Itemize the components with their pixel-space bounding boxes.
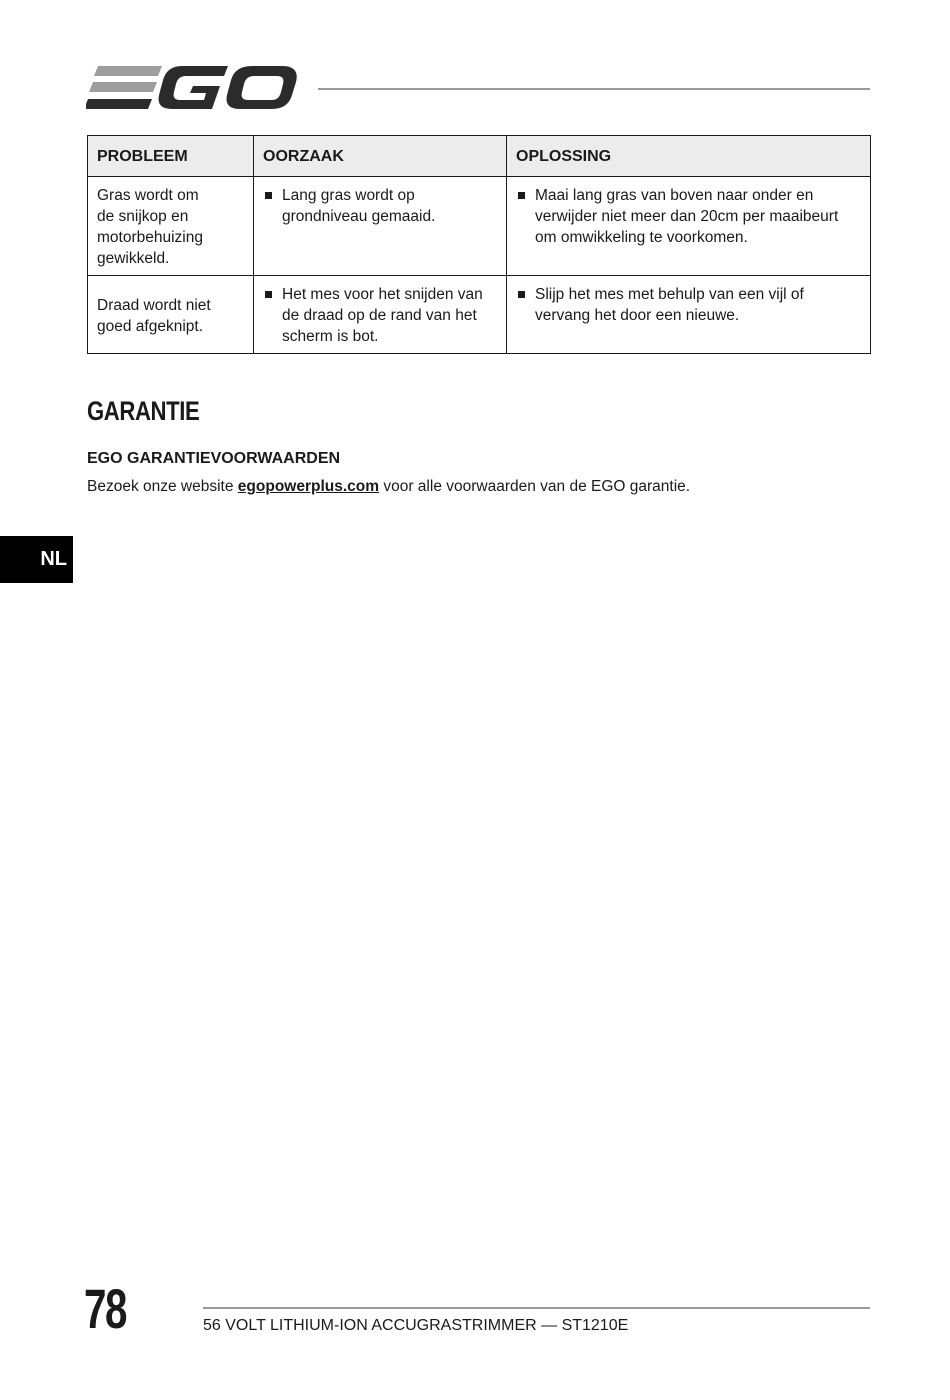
ego-logo bbox=[86, 62, 298, 114]
section-title-warranty: GARANTIE bbox=[87, 396, 200, 426]
column-header-problem: PROBLEEM bbox=[88, 136, 254, 177]
warranty-text-before: Bezoek onze website bbox=[87, 478, 238, 495]
page-number: 78 bbox=[84, 1277, 126, 1340]
warranty-text bbox=[87, 478, 690, 496]
bullet-square-icon bbox=[518, 291, 525, 298]
problem-text: Draad wordt niet goed afgeknipt. bbox=[97, 296, 211, 335]
bullet-square-icon bbox=[265, 291, 272, 298]
footer-product-title: 56 VOLT LITHIUM-ION ACCUGRASTRIMMER — ST1210E bbox=[203, 1317, 629, 1334]
website-link[interactable]: egopowerplus.com bbox=[237, 478, 380, 495]
cause-text: Lang gras wordt op grondniveau gemaaid. bbox=[282, 187, 436, 225]
solution-cell bbox=[507, 177, 871, 276]
column-header-cause: OORZAAK bbox=[254, 136, 507, 177]
bullet-square-icon bbox=[518, 192, 525, 199]
language-tab: NL bbox=[0, 536, 73, 583]
problem-cell bbox=[88, 276, 254, 354]
solution-text: Slijp het mes met behulp van een vijl of vervang het door een nieuwe. bbox=[535, 286, 804, 324]
bullet-square-icon bbox=[265, 192, 272, 199]
footer-rule bbox=[203, 1307, 870, 1309]
column-header-solution: OPLOSSING bbox=[507, 136, 871, 177]
header-rule bbox=[318, 88, 870, 90]
table-row bbox=[88, 276, 871, 354]
warranty-subtitle: EGO GARANTIEVOORWAARDEN bbox=[87, 450, 341, 467]
solution-cell bbox=[507, 276, 871, 354]
cause-cell bbox=[254, 177, 507, 276]
cause-cell bbox=[254, 276, 507, 354]
table-header-row bbox=[88, 136, 871, 177]
problem-cell bbox=[88, 177, 254, 276]
table-row bbox=[88, 177, 871, 276]
troubleshooting-table bbox=[87, 135, 871, 354]
solution-text: Maai lang gras van boven naar onder en verwijder niet meer dan 20cm per maaibeurt om omwikkeling te voorkomen. bbox=[535, 187, 839, 246]
problem-text: Gras wordt om de snijkop en motorbehuizing gewikkeld. bbox=[97, 187, 203, 267]
warranty-text-after: voor alle voorwaarden van de EGO garantie. bbox=[379, 478, 691, 495]
cause-text: Het mes voor het snijden van de draad op de rand van het scherm is bot. bbox=[282, 286, 483, 345]
